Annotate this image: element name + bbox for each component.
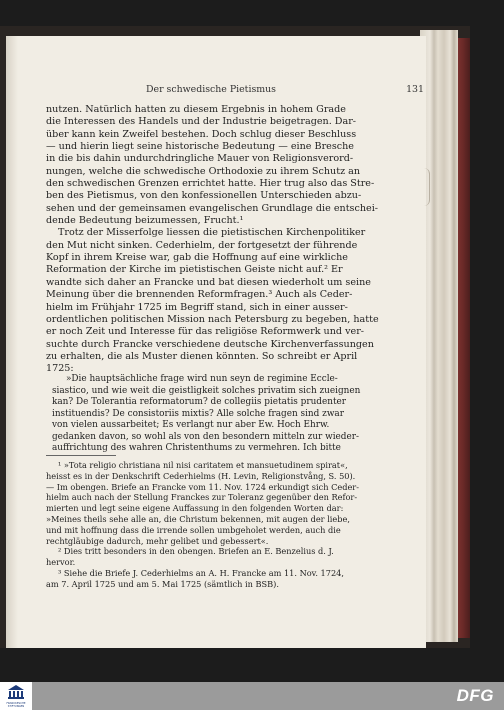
text-line: den Mut nicht sinken. Cederhielm, der fortgesetzt der führende — [46, 239, 358, 251]
text-line: Trotz der Misserfolge liessen die pietistischen Kirchenpolitiker — [58, 227, 366, 239]
footnotes — [46, 460, 424, 590]
page-number: 131 — [406, 84, 424, 95]
text-line: kan? De Tolerantia reformatorum? de collegiis pietatis prudenter — [52, 397, 347, 407]
text-line: nutzen. Natürlich hatten zu diesem Ergebnis in hohem Grade — [46, 104, 346, 115]
text-line: und mit hoffnung dass die irrende sollen umbgeholet werden, auch die — [46, 524, 341, 535]
footnote-3 — [46, 568, 424, 590]
text-line: instituendis? De consistoriis mixtis? Alle solche fragen sind zwar — [52, 408, 344, 419]
paragraph-2 — [46, 227, 424, 375]
institution-logo[interactable] — [0, 682, 32, 710]
logo-building-icon — [8, 685, 24, 699]
footnote-1 — [46, 460, 424, 546]
text-line: hielm im Frühjahr 1725 im Begriff stand, sich in einer ausser- — [46, 301, 348, 313]
block-quote — [52, 374, 424, 455]
footnote-rule — [46, 455, 116, 456]
text-line: dende Bedeutung beizumessen, Frucht.¹ — [46, 215, 244, 227]
text-line: ¹ »Tota religio christiana nil nisi caritatem et mansuetudinem spirat«, — [58, 460, 348, 470]
text-line: in die bis dahin undurchdringliche Mauer von Religionsverord- — [46, 153, 354, 165]
viewer-footer-bar — [0, 682, 504, 710]
text-line: auffrichtung des wahren Christenthums zu vermehren. Ich bitte — [52, 443, 341, 453]
paragraph-1 — [46, 104, 424, 227]
text-line: ben des Pietismus, von den konfessionellen Unterschieden abzu- — [46, 190, 362, 202]
text-line: Meinung über die brennenden Reformfragen.³ Auch als Ceder- — [46, 289, 353, 301]
running-head — [46, 84, 424, 98]
footnote-2 — [46, 546, 424, 568]
text-line: wandte sich daher an Francke und bat diesen wiederholt um seine — [46, 276, 371, 288]
text-line: »Meines theils sehe alle an, die Christum bekennen, mit augen der liebe, — [46, 513, 350, 524]
text-line: — Im obengen. Briefe an Francke vom 11. Nov. 1724 erkundigt sich Ceder- — [46, 481, 359, 492]
text-line: ² Dies tritt besonders in den obengen. Briefen an E. Benzelius d. J. — [58, 546, 334, 557]
text-line: ³ Siehe die Briefe J. Cederhielms an A. H. Francke am 11. Nov. 1724, — [58, 567, 344, 578]
page-gutter — [6, 36, 18, 648]
text-line: 1725: — [46, 363, 74, 375]
quote-paragraph — [52, 374, 424, 455]
text-line: hervor. — [46, 557, 76, 568]
text-line: ordentlichen politischen Mission nach Petersburg zu begeben, hatte — [46, 313, 379, 325]
text-line: die Interessen des Handels und der Industrie beigetragen. Dar- — [46, 116, 357, 128]
text-line: mierten und legt seine eigene Auffassung in den folgenden Worten dar: — [46, 503, 344, 514]
text-line: er noch Zeit und Interesse für das religiöse Reformwerk und ver- — [46, 326, 365, 338]
text-line: gedanken davon, so wohl als von den besondern mitteln zur wieder- — [52, 431, 359, 442]
main-text — [46, 104, 424, 376]
text-line: von vielen aussarbeitet; Es verlangt nur aber Ew. Hoch Ehrw. — [52, 420, 330, 430]
text-line: hielm auch nach der Stellung Franckes zur Toleranz gegenüber den Refor- — [46, 492, 358, 503]
text-line: den schwedischen Grenzen errichtet hatte. Hier trug also das Stre- — [46, 178, 375, 190]
text-line: siastico, und wie weit die geistligkeit solches privatim sich zueignen — [52, 385, 361, 396]
text-line: Kopf in ihrem Kreise war, gab die Hoffnung auf eine wirkliche — [46, 252, 348, 264]
text-line: — und hierin liegt seine historische Bedeutung — eine Bresche — [46, 141, 354, 153]
text-line: am 7. April 1725 und am 5. Mai 1725 (sämtlich in BSB). — [46, 578, 279, 589]
running-title: Der schwedische Pietismus — [146, 84, 276, 95]
text-line: suchte durch Francke verschiedene deutsche Kirchenverfassungen — [46, 338, 374, 350]
text-line: heisst es in der Denkschrift Cederhielms (H. Levin, Religionstvång, S. 50). — [46, 470, 356, 481]
text-line: über kann kein Zweifel bestehen. Doch schlug dieser Beschluss — [46, 128, 357, 140]
text-line: »Die hauptsächliche frage wird nun seyn de regimine Eccle- — [66, 374, 338, 384]
dfg-logo[interactable]: DFG — [456, 686, 494, 705]
text-line: sehen und der gemeinsamen evangelischen Grundlage die entschei- — [46, 202, 379, 214]
text-line: Reformation der Kirche im pietistischen Geiste nicht auf.² Er — [46, 264, 343, 276]
logo-text: FRANCKESCHE STIFTUNGEN — [6, 702, 26, 708]
pencil-mark — [424, 168, 430, 206]
text-line: nungen, welche die schwedische Orthodoxie zu ihrem Schutz an — [46, 165, 361, 177]
text-line: rechtgläubige dadurch, mehr gelibet und gebessert«. — [46, 535, 269, 546]
text-line: zu erhalten, die als Muster dienen könnten. So schreibt er April — [46, 350, 358, 362]
